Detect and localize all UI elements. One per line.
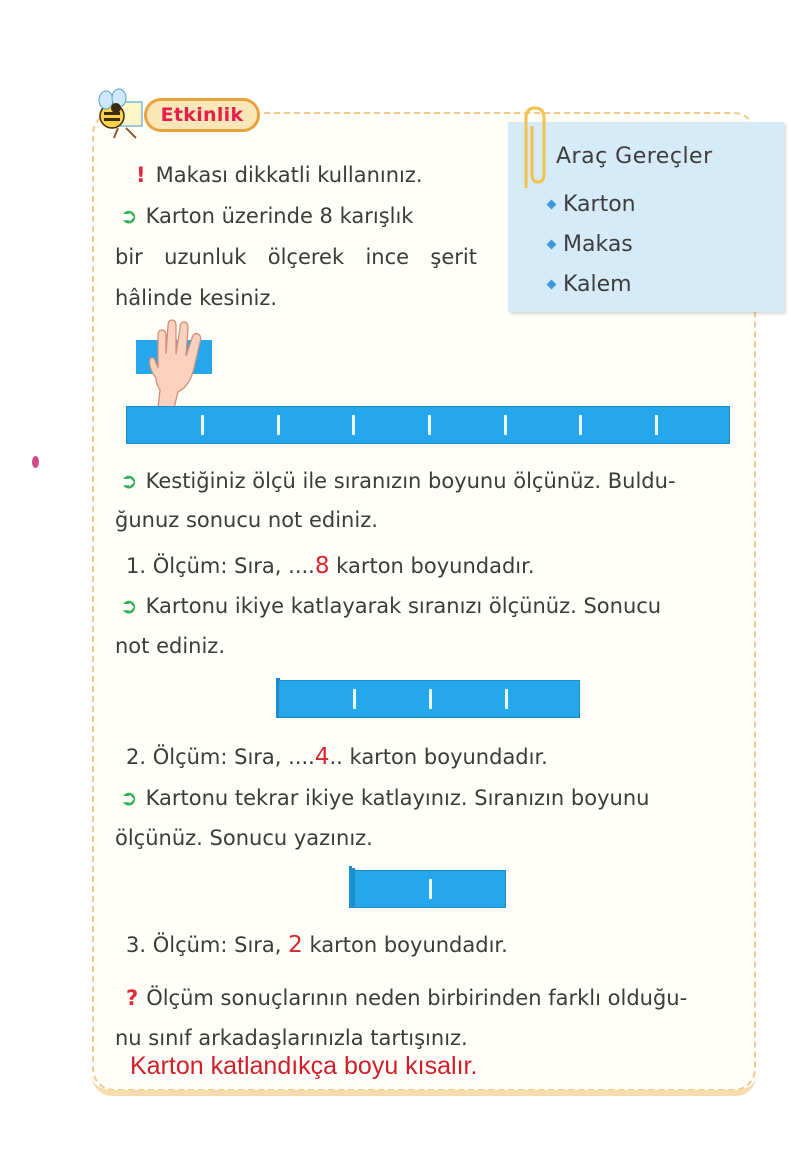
measurement-3-answer: 2	[288, 932, 303, 958]
measurement-1-prefix: 1. Ölçüm: Sıra, ....	[126, 554, 315, 578]
hand-measure-icon	[134, 318, 214, 410]
materials-item	[548, 224, 636, 264]
strip-segment-mark	[201, 415, 204, 435]
measurement-2-prefix: 2. Ölçüm: Sıra, ....	[126, 745, 315, 769]
activity-badge-label: Etkinlik	[160, 104, 244, 126]
diamond-bullet-icon	[547, 199, 557, 209]
strip-4-segments	[278, 680, 580, 718]
question-mark-icon: ?	[126, 986, 139, 1010]
strip-segment-mark	[277, 415, 280, 435]
question-line2: nu sınıf arkadaşlarınızla tartışınız.	[115, 1026, 468, 1050]
materials-item	[548, 184, 636, 224]
materials-title: Araç Gereçler	[556, 144, 713, 169]
diamond-bullet-icon	[547, 239, 557, 249]
question-line1	[126, 986, 746, 1010]
step3-line1	[120, 594, 745, 618]
bee-mascot-icon	[92, 88, 150, 140]
arrow-icon: ➲	[120, 204, 138, 228]
step2-line1	[120, 469, 745, 493]
measurement-2-suffix: .. karton boyundadır.	[329, 745, 548, 769]
step3-text: Kartonu ikiye katlayarak sıranızı ölçünüz. Sonucu	[145, 594, 662, 618]
strip-segment-mark	[505, 689, 508, 709]
activity-badge	[92, 88, 270, 140]
activity-badge-pill	[144, 98, 260, 132]
step3-line2: not ediniz.	[115, 634, 225, 658]
arrow-icon: ➲	[120, 594, 138, 618]
strip-segment-mark	[429, 879, 432, 899]
strip-2-segments	[354, 870, 506, 908]
strip-segment-mark	[428, 415, 431, 435]
strip-segment-mark	[429, 689, 432, 709]
handwritten-answer: Karton katlandıkça boyu kısalır.	[130, 1052, 478, 1080]
step4-text: Kartonu tekrar ikiye katlayınız. Sıranızın boyunu	[145, 786, 650, 810]
step4-line1	[120, 786, 745, 810]
strip-segment-mark	[655, 415, 658, 435]
materials-item-label: Makas	[563, 231, 633, 257]
warning-text: Makası dikkatli kullanınız.	[155, 163, 423, 187]
strip-segment-mark	[504, 415, 507, 435]
materials-list	[548, 184, 636, 304]
strip-segment-mark	[352, 415, 355, 435]
measurement-2-answer: 4	[314, 744, 330, 770]
step1-text: Karton üzerinde 8 karışlık	[145, 204, 414, 228]
diamond-bullet-icon	[547, 279, 557, 289]
measurement-1	[126, 553, 535, 579]
materials-item-label: Kalem	[563, 271, 632, 297]
exclamation-icon: !	[136, 163, 146, 187]
measurement-1-answer: 8	[314, 553, 330, 579]
measurement-3-suffix: karton boyundadır.	[302, 933, 508, 957]
step4-line2: ölçünüz. Sonucu yazınız.	[115, 826, 373, 850]
page-mark	[32, 456, 39, 468]
step1-line2: bir uzunluk ölçerek ince şerit	[115, 245, 477, 269]
materials-item-label: Karton	[563, 191, 636, 217]
strip-8-segments	[126, 406, 730, 444]
measurement-2	[126, 744, 548, 770]
paperclip-icon	[514, 104, 554, 194]
step2-text: Kestiğiniz ölçü ile sıranızın boyunu ölçünüz. Buldu-	[145, 469, 676, 493]
measurement-3-prefix: 3. Ölçüm: Sıra,	[126, 933, 289, 957]
materials-item	[548, 264, 636, 304]
warning-line	[136, 163, 423, 187]
strip-segment-mark	[579, 415, 582, 435]
step2-line2: ğunuz sonucu not ediniz.	[115, 508, 378, 532]
arrow-icon: ➲	[120, 469, 138, 493]
measurement-1-suffix: karton boyundadır.	[329, 554, 535, 578]
step1-line1	[120, 204, 475, 228]
strip-segment-mark	[353, 689, 356, 709]
question-text: Ölçüm sonuçlarının neden birbirinden farklı olduğu-	[146, 986, 688, 1010]
measurement-3	[126, 932, 508, 958]
step1-line3: hâlinde kesiniz.	[115, 286, 278, 310]
arrow-icon: ➲	[120, 786, 138, 810]
